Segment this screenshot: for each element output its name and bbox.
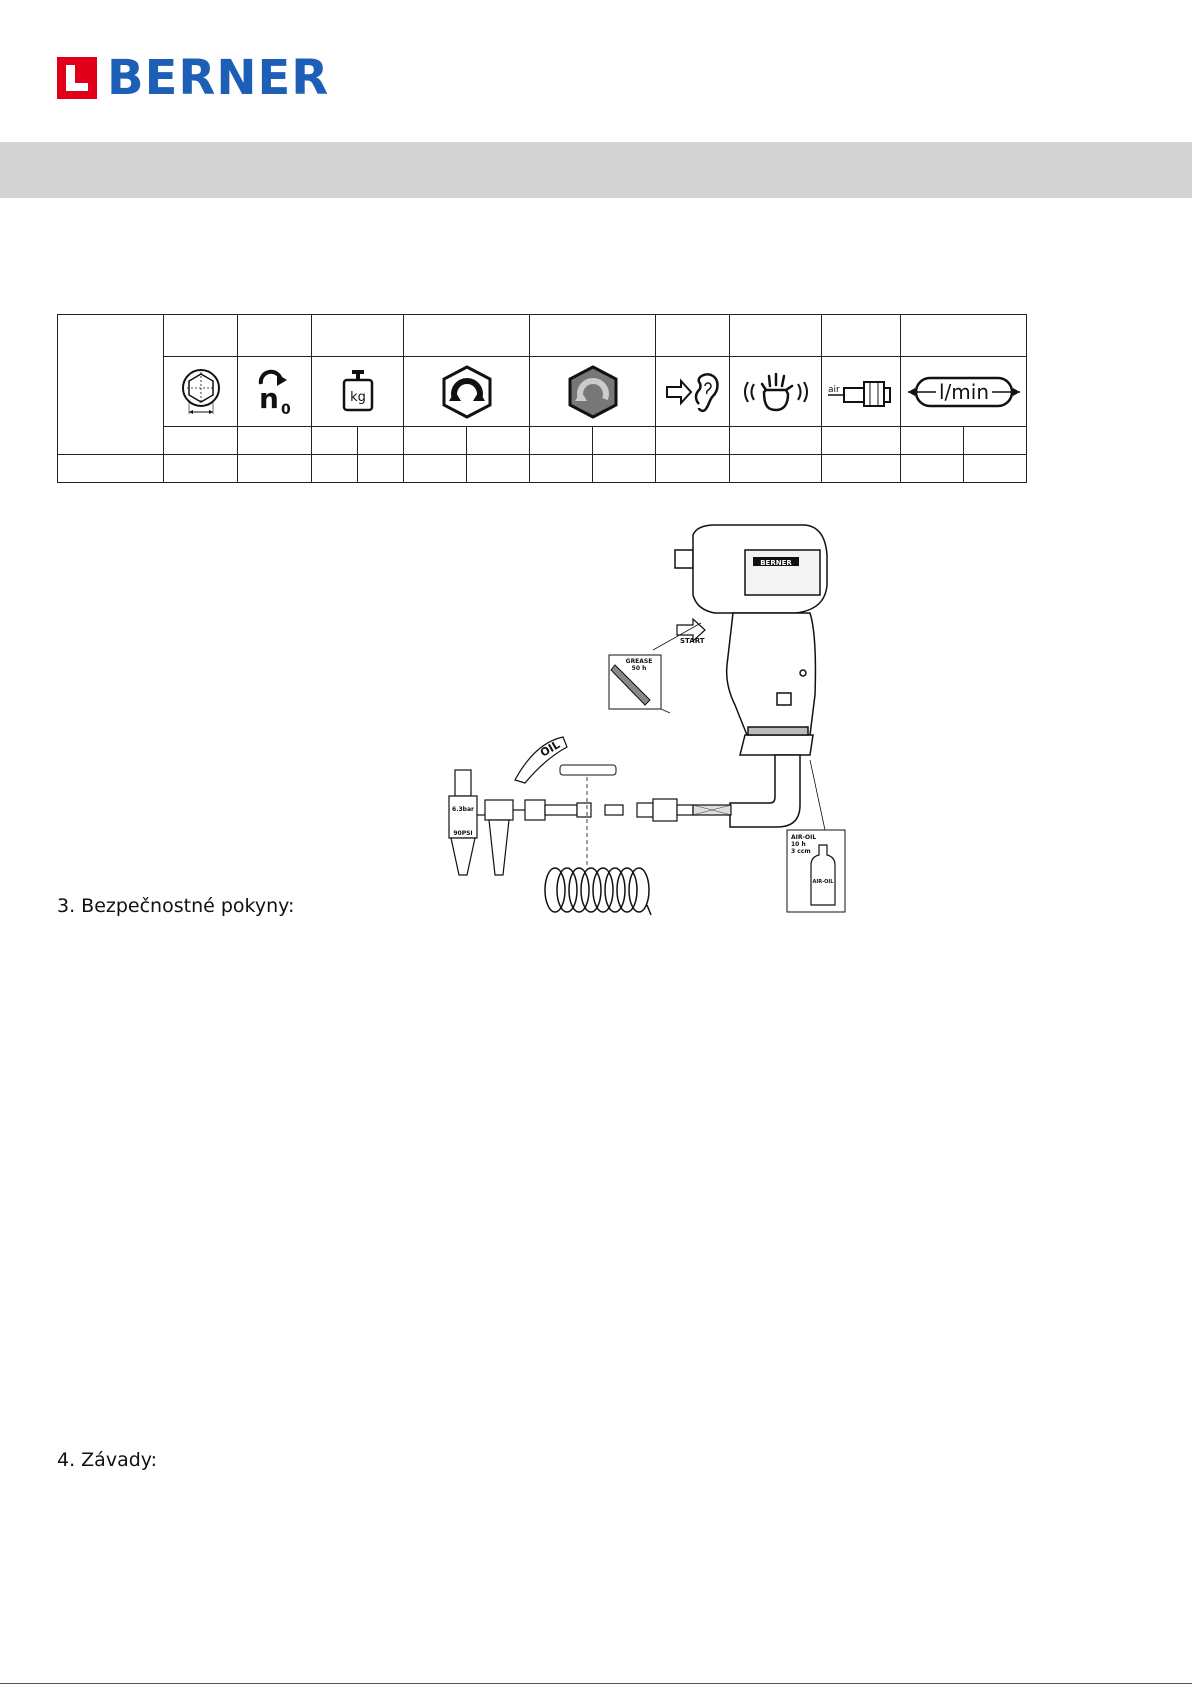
spec-corner-cell bbox=[58, 315, 164, 455]
spec-header-row bbox=[58, 315, 1027, 357]
tool-illustration bbox=[415, 515, 891, 915]
socket-size-icon bbox=[177, 366, 225, 418]
svg-text:BERNER: BERNER bbox=[760, 559, 792, 567]
spec-table bbox=[57, 314, 1027, 483]
coiled-hose-icon bbox=[545, 868, 651, 915]
svg-text:l/min: l/min bbox=[938, 379, 989, 404]
air-consumption-icon bbox=[906, 372, 1022, 412]
air-inlet-cell bbox=[822, 357, 901, 427]
faults-heading: 4. Závady: bbox=[57, 1449, 158, 1471]
svg-text:6.3bar: 6.3bar bbox=[452, 806, 474, 813]
logo-text: BERNER bbox=[107, 50, 330, 106]
loosening-torque-cell bbox=[530, 357, 656, 427]
spec-value-row bbox=[58, 455, 1027, 483]
svg-text:kg: kg bbox=[349, 389, 366, 405]
tightening-torque-cell bbox=[404, 357, 530, 427]
svg-text:0: 0 bbox=[280, 401, 291, 418]
brand-logo bbox=[57, 50, 330, 106]
oil-can-icon bbox=[515, 737, 567, 783]
svg-text:3 ccm: 3 ccm bbox=[791, 848, 811, 855]
impact-wrench-drawing bbox=[415, 515, 891, 915]
loosening-torque-icon bbox=[565, 365, 621, 419]
noise-icon bbox=[665, 370, 721, 414]
air-consumption-cell bbox=[901, 357, 1027, 427]
svg-text:OIL: OIL bbox=[538, 738, 563, 760]
air-inlet-icon bbox=[826, 372, 896, 412]
tightening-torque-icon bbox=[439, 365, 495, 419]
spec-unit-row bbox=[58, 427, 1027, 455]
air-hose-icon bbox=[730, 755, 800, 827]
idle-speed-icon bbox=[251, 366, 299, 418]
svg-text:n: n bbox=[258, 381, 279, 415]
footer-rule bbox=[0, 1683, 1192, 1684]
svg-text:50 h: 50 h bbox=[631, 665, 647, 672]
title-band bbox=[0, 142, 1192, 198]
couplers-icon bbox=[525, 799, 731, 821]
svg-text:90PSI: 90PSI bbox=[453, 830, 473, 837]
hose-piece-icon bbox=[560, 765, 616, 775]
socket-size-cell bbox=[164, 357, 238, 427]
vibration-cell bbox=[730, 357, 822, 427]
idle-speed-cell bbox=[238, 357, 312, 427]
weight-icon bbox=[338, 367, 378, 417]
filter-regulator-icon bbox=[449, 770, 525, 875]
svg-text:GREASE: GREASE bbox=[625, 658, 653, 665]
svg-text:AIR-OIL: AIR-OIL bbox=[812, 879, 834, 885]
vibration-icon bbox=[738, 370, 814, 414]
safety-heading: 3. Bezpečnostné pokyny: bbox=[57, 895, 295, 917]
weight-cell bbox=[312, 357, 404, 427]
svg-text:AIR-OIL: AIR-OIL bbox=[791, 834, 817, 841]
svg-text:air: air bbox=[828, 384, 840, 395]
logo-mark-icon bbox=[57, 57, 97, 99]
svg-text:10 h: 10 h bbox=[791, 841, 806, 848]
spec-icon-row bbox=[58, 357, 1027, 427]
noise-cell bbox=[656, 357, 730, 427]
svg-text:START: START bbox=[680, 637, 705, 645]
